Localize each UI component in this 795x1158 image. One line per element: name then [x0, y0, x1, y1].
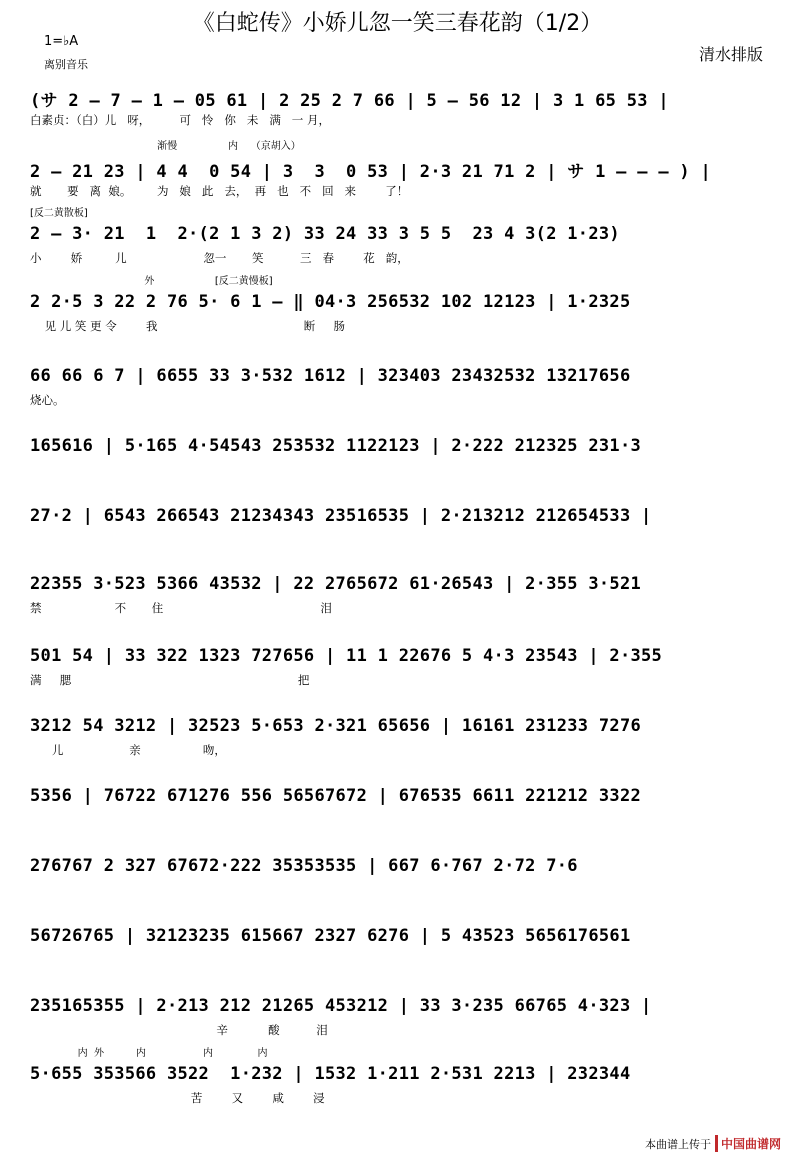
row-lyrics: 烧心。 [30, 393, 65, 407]
score-title: 《白蛇传》小娇儿忽一笑三春花韵（1/2） [192, 11, 603, 36]
notation-row [30, 842, 775, 900]
row-notes: 165616 | 5·165 4·54543 253532 1122123 | 2·222 212325 231·3 [30, 436, 642, 456]
row-notes: 66 66 6 7 | 6655 33 3·532 1612 | 323403 23432532 13217656 [30, 366, 631, 386]
row-notes: 56726765 | 32123235 615667 2327 6276 | 5 43523 5656176561 [30, 926, 631, 946]
notation-row [30, 422, 775, 480]
row-notes: 3212 54 3212 | 32523 5·653 2·321 65656 | 16161 231233 7276 [30, 716, 642, 736]
row-lyrics: 苦 又 咸 浸 [30, 1091, 325, 1105]
row-notes: 5356 | 76722 671276 556 56567672 | 676535 6611 221212 3322 [30, 786, 642, 806]
notation-row [30, 492, 775, 550]
row-notes: 501 54 | 33 322 1323 727656 | 11 1 22676 5 4·3 23543 | 2·355 [30, 646, 663, 666]
row-lyrics: 小 娇 儿 忽一 笑 三 春 花 韵， [30, 251, 409, 265]
row-lyrics: 白素贞：（白）儿 呀， 可 怜 你 未 满 一 月， [30, 113, 330, 127]
row-lyrics: 见 儿 笑 更 令 我 断 肠 [30, 319, 345, 333]
footer [645, 1135, 781, 1152]
notation-row [30, 72, 775, 130]
row-lyrics: 就 要 离 娘。 为 娘 此 去， 再 也 不 回 来 了！ [30, 184, 409, 198]
row-notes: 5·655 353566 3522 1·232 | 1532 1·211 2·531 2213 | 232344 [30, 1064, 631, 1084]
row-lyrics: 禁 不 住 泪 [30, 601, 332, 615]
row-annotation: [反二黄散板] [30, 208, 88, 219]
notation-row [30, 278, 775, 336]
row-lyrics: 满 腮 把 [30, 673, 310, 687]
row-annotation: 外 [反二黄慢板] [30, 276, 273, 287]
row-annotation: 渐慢 内 （京胡入） [30, 141, 301, 152]
notation-row [30, 1050, 775, 1108]
row-notes: (サ 2 — 7 — 1 — 05 61 | 2 25 2 7 66 | 5 — 56 12 | 3 1 65 53 | [30, 91, 669, 111]
row-lyrics: 辛 酸 泪 [30, 1023, 328, 1037]
row-annotation: 内 外 内 内 内 [30, 1048, 268, 1059]
row-notes: 22355 3·523 5366 43532 | 22 2765672 61·26543 | 2·355 3·521 [30, 574, 642, 594]
key-signature: 1=♭A [44, 34, 79, 49]
intro-label: 离别音乐 [44, 58, 88, 71]
row-notes: 235165355 | 2·213 212 21265 453212 | 33 3·235 66765 4·323 | [30, 996, 652, 1016]
notation-row [30, 912, 775, 970]
row-notes: 276767 2 327 67672·222 35353535 | 667 6·767 2·72 7·6 [30, 856, 578, 876]
notation-row [30, 702, 775, 760]
row-notes: 2 2·5 3 22 2 76 5· 6 1 — ‖ 04·3 256532 102 12123 | 1·2325 [30, 292, 631, 312]
notation-row [30, 772, 775, 830]
row-notes: 2 — 3· 21 1 2·(2 1 3 2) 33 24 33 3 5 5 23 4 3(2 1·23) [30, 224, 620, 244]
site-logo: 中国曲谱网 [715, 1135, 781, 1152]
notation-row [30, 982, 775, 1040]
notation-row [30, 143, 775, 201]
arranger-credit: 清水排版 [698, 45, 763, 64]
notation-row [30, 560, 775, 618]
notation-row [30, 210, 775, 268]
notation-row [30, 352, 775, 410]
row-notes: 27·2 | 6543 266543 21234343 23516535 | 2·213212 212654533 | [30, 506, 652, 526]
notation-row [30, 632, 775, 690]
row-lyrics: 儿 亲 吻， [30, 743, 226, 757]
upload-text: 本曲谱上传于 [644, 1137, 711, 1151]
row-notes: 2 — 21 23 | 4 4 0 54 | 3 3 0 53 | 2·3 21 71 2 | サ 1 — — — ) | [30, 162, 711, 182]
